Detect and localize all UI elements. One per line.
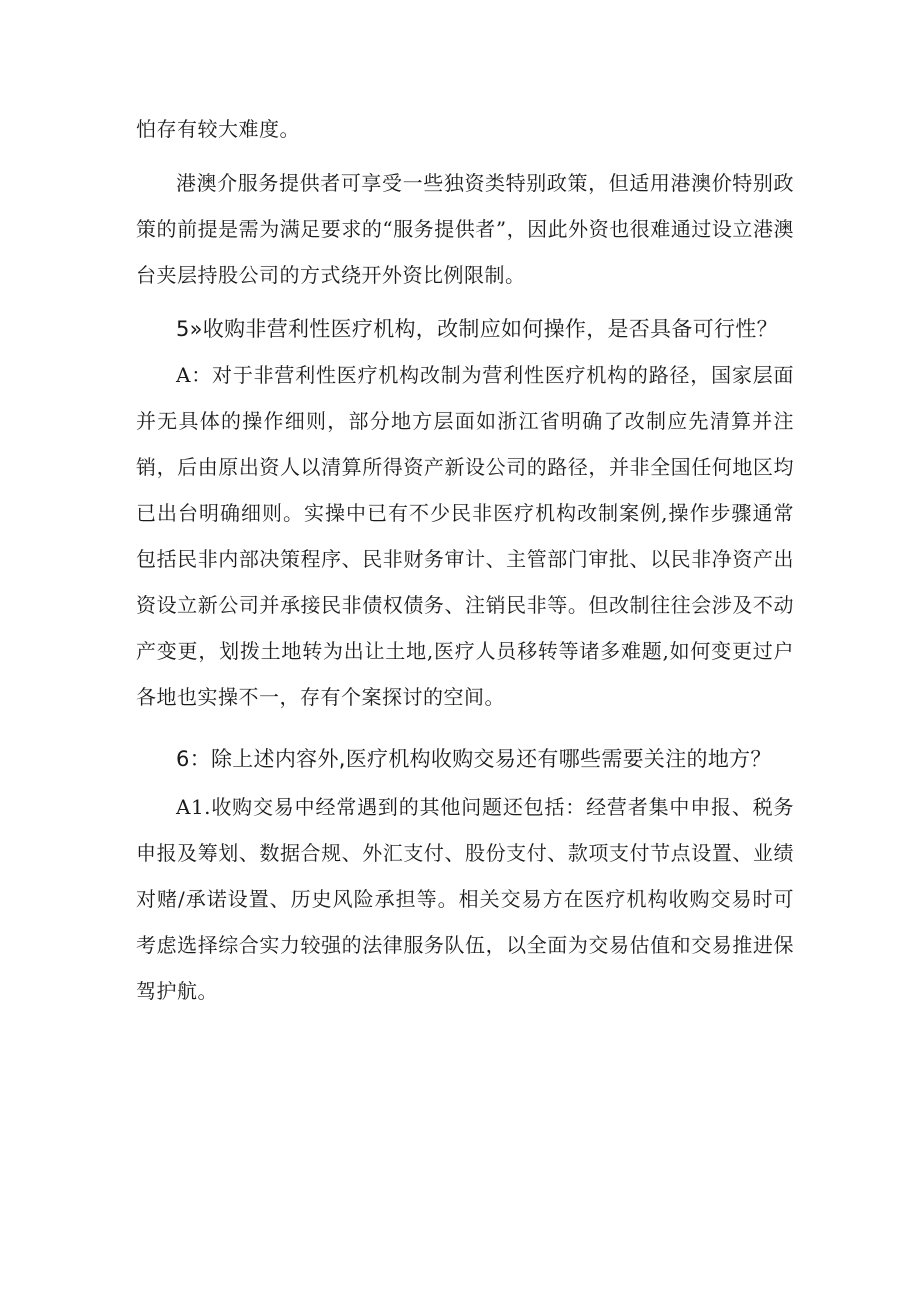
paragraph-answer-6: A1.收购交易中经常遇到的其他问题还包括：经营者集中申报、税务申报及筹划、数据合规、外汇支付、股份支付、款项支付节点设置、业绩对赌/承诺设置、历史风险承担等。相关交易方在医疗机构收购交易时可考虑选择综合实力较强的法律服务队伍，以全面为交易估值和交易推进保驾护航。 (136, 795, 794, 1003)
heading-question-5: 5»收购非营利性医疗机构，改制应如何操作，是否具备可行性？ (176, 317, 778, 341)
heading-question-6: 6：除上述内容外,医疗机构收购交易还有哪些需要关注的地方？ (176, 747, 772, 771)
paragraph-answer-5: A：对于非营利性医疗机构改制为营利性医疗机构的路径，国家层面并无具体的操作细则，部分地方层面如浙江省明确了改制应先清算并注销，后由原出资人以清算所得资产新设公司的路径，并非全国任何地区均已出台明确细则。实操中已有不少民非医疗机构改制案例,操作步骤通常包括民非内部决策程序、民非财务审计、主管部门审批、以民非净资产出资设立新公司并承接民非债权债务、注销民非等。但改制往往会涉及不动产变更，划拨土地转为出让土地,医疗人员移转等诸多难题,如何变更过户各地也实操不一，存有个案探讨的空间。 (136, 363, 794, 709)
paragraph-hk-macau-policy: 港澳介服务提供者可享受一些独资类特别政策，但适用港澳价特别政策的前提是需为满足要求的“服务提供者”，因此外资也很难通过设立港澳台夹层持股公司的方式绕开外资比例限制。 (136, 171, 794, 287)
paragraph-continuation: 怕存有较大难度。 (136, 117, 300, 141)
